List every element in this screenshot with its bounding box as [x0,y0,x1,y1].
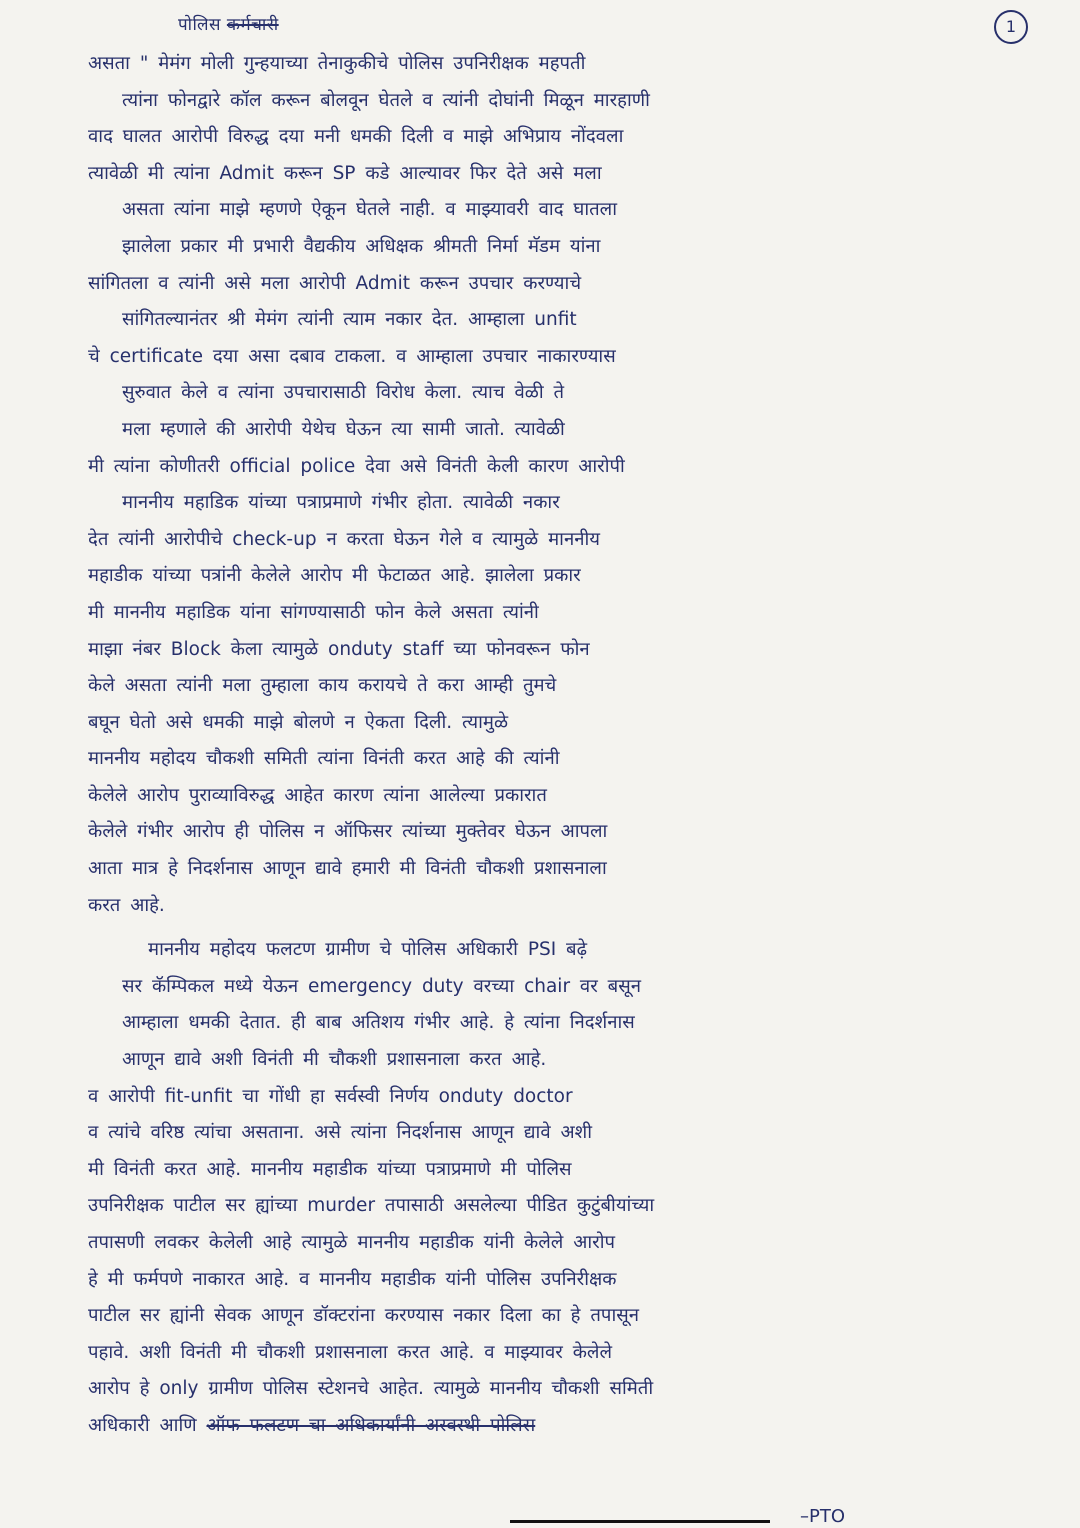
text-line: वाद घालत आरोपी विरुद्ध दया मनी धमकी दिली व माझे अभिप्राय नोंदवला [88,126,624,148]
letter-body [88,46,1058,1445]
text-line: माननीय महोदय फलटण ग्रामीण चे पोलिस अधिकारी PSI बढ़े [148,939,588,961]
header-title-struck: कर्मचारी [226,15,279,35]
text-line: त्यावेळी मी त्यांना Admit करून SP कडे आल्यावर फिर देते असे मला [88,162,602,184]
page-number: 1 [994,10,1028,44]
header-note [178,12,279,35]
header-title: पोलिस [178,15,221,35]
text-line: केले असता त्यांनी मला तुम्हाला काय करायचे ते करा आम्ही तुमचे [88,675,557,697]
closing-text: अधिकारी आणि [88,1414,197,1436]
text-line: सर कॅम्पिकल मध्ये येऊन emergency duty वरच्या chair वर बसून [122,975,642,997]
text-line: हे मी फर्मपणे नाकारत आहे. व माननीय महाडीक यांनी पोलिस उपनिरीक्षक [88,1268,617,1290]
text-line: माझा नंबर Block केला त्यामुळे onduty staff च्या फोनवरून फोन [88,638,590,660]
text-line: आरोप हे only ग्रामीण पोलिस स्टेशनचे आहेत. त्यामुळे माननीय चौकशी समिती [88,1378,654,1400]
text-line: महाडीक यांच्या पत्रांनी केलेले आरोप मी फेटाळत आहे. झालेला प्रकार [88,565,581,587]
text-line: सांगितल्यानंतर श्री मेमंग त्यांनी त्याम नकार देत. आम्हाला unfit [122,309,577,331]
text-line: चे certificate दया असा दबाव टाकला. व आम्हाला उपचार नाकारण्यास [88,345,616,367]
struck-text: ऑफ फलटण चा अधिकार्यांनी अस्वस्थी पोलिस [206,1414,536,1436]
text-line: असता " मेमंग मोली गुन्हयाच्या तेनाकुकीचे पोलिस उपनिरीक्षक महपती [88,53,586,74]
text-line: त्यांना फोनद्वारे कॉल करून बोलवून घेतले व त्यांनी दोघांनी मिळून मारहाणी [122,89,650,111]
text-line: व आरोपी fit-unfit चा गोंधी हा सर्वस्वी निर्णय onduty doctor [88,1085,573,1107]
page-turn-mark: –PTO [800,1506,846,1527]
text-line: मी विनंती करत आहे. माननीय महाडीक यांच्या पत्राप्रमाणे मी पोलिस [88,1158,572,1180]
text-line: बघून घेतो असे धमकी माझे बोलणे न ऐकता दिली. त्यामुळे [88,711,509,733]
text-line: केलेले गंभीर आरोप ही पोलिस न ऑफिसर त्यांच्या मुक्तेवर घेऊन आपला [88,821,608,843]
paragraph-2 [88,932,1058,1408]
text-line: मला म्हणाले की आरोपी येथेच घेऊन त्या सामी जातो. त्यावेळी [122,418,565,440]
text-line: मी त्यांना कोणीतरी official police देवा असे विनंती केली कारण आरोपी [88,455,625,477]
paragraph-gap [88,924,1058,932]
text-line: माननीय महोदय चौकशी समिती त्यांना विनंती करत आहे की त्यांनी [88,748,560,770]
text-line [88,1408,1058,1445]
text-line: आणून द्यावे अशी विनंती मी चौकशी प्रशासनाला करत आहे. [122,1049,547,1071]
text-line: उपनिरीक्षक पाटील सर ह्यांच्या murder तपासाठी असलेल्या पीडित कुटुंबीयांच्या [88,1195,655,1217]
text-line: आम्हाला धमकी देतात. ही बाब अतिशय गंभीर आहे. हे त्यांना निदर्शनास [122,1012,635,1034]
text-line: सांगितला व त्यांनी असे मला आरोपी Admit करून उपचार करण्याचे [88,272,582,294]
text-line: व त्यांचे वरिष्ठ त्यांचा असताना. असे त्यांना निदर्शनास आणून द्यावे अशी [88,1122,593,1144]
text-line: सुरुवात केले व त्यांना उपचारासाठी विरोध केला. त्याच वेळी ते [122,382,565,404]
text-line: पहावे. अशी विनंती मी चौकशी प्रशासनाला करत आहे. व माझ्यावर केलेले [88,1341,612,1363]
text-line: करत आहे. [88,894,165,916]
text-line: आता मात्र हे निदर्शनास आणून द्यावे हमारी मी विनंती चौकशी प्रशासनाला [88,858,607,880]
footer-rule [510,1520,770,1523]
text-line: पाटील सर ह्यांनी सेवक आणून डॉक्टरांना करण्यास नकार दिला का हे तपासून [88,1305,640,1327]
text-line: मी माननीय महाडिक यांना सांगण्यासाठी फोन केले असता त्यांनी [88,601,539,623]
text-line: तपासणी लवकर केलेली आहे त्यामुळे माननीय महाडीक यांनी केलेले आरोप [88,1232,616,1253]
paragraph-1 [88,46,1058,924]
text-line: झालेला प्रकार मी प्रभारी वैद्यकीय अधिक्षक श्रीमती निर्मा मॅडम यांना [122,235,601,257]
text-line: देत त्यांनी आरोपीचे check-up न करता घेऊन गेले व त्यामुळे माननीय [88,528,601,550]
text-line: असता त्यांना माझे म्हणणे ऐकून घेतले नाही. व माझ्यावरी वाद घातला [122,199,618,221]
text-line: केलेले आरोप पुराव्याविरुद्ध आहेत कारण त्यांना आलेल्या प्रकारात [88,784,547,806]
text-line: माननीय महाडिक यांच्या पत्राप्रमाणे गंभीर होता. त्यावेळी नकार [122,492,560,514]
closing-line [88,1408,1058,1445]
